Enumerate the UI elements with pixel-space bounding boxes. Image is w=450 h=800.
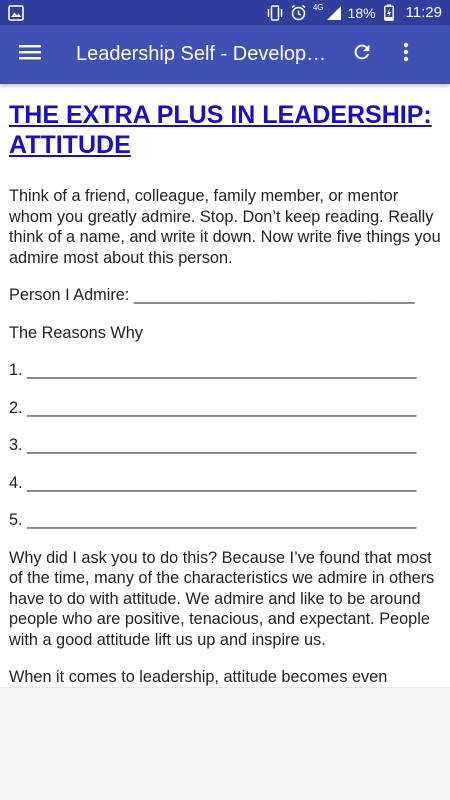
clock: 11:29 <box>405 4 442 21</box>
bottom-empty-area <box>0 687 450 800</box>
article-content <box>0 84 450 687</box>
more-vert-icon <box>403 42 409 67</box>
app-bar <box>0 25 450 84</box>
reason-line-5: 5. ___________________________________________ <box>9 511 417 529</box>
app-title: Leadership Self - Develop… <box>76 43 327 65</box>
menu-button[interactable] <box>0 25 60 84</box>
vibrate-icon <box>266 5 284 21</box>
intro-paragraph: Think of a friend, colleague, family member, or mentor whom you greatly admire. Stop. Don’t keep reading. Really think of a name, and write it down. Now write five things you admire most about this person. <box>9 187 441 267</box>
reason-line-4: 4. ___________________________________________ <box>9 473 417 492</box>
reasons-heading: The Reasons Why <box>9 323 143 342</box>
reason-line-3: 3. ___________________________________________ <box>9 436 417 454</box>
alarm-icon <box>290 4 307 21</box>
reason-line-2: 2. ___________________________________________ <box>9 398 417 417</box>
reason-line-1: 1. ___________________________________________ <box>9 361 417 379</box>
battery-charging-icon <box>384 4 394 21</box>
refresh-icon <box>351 41 373 68</box>
refresh-button[interactable] <box>340 25 384 84</box>
signal-icon <box>326 5 342 21</box>
hamburger-icon <box>19 43 41 66</box>
battery-percentage: 18% <box>347 4 376 21</box>
overflow-menu-button[interactable] <box>384 25 428 84</box>
image-notification-icon <box>8 5 24 21</box>
status-bar <box>0 0 450 25</box>
person-admire-line: Person I Admire: _______________________________ <box>9 286 415 304</box>
network-type-label: 4G <box>312 2 324 12</box>
attitude-paragraph: Why did I ask you to do this? Because I’ve found that most of the time, many of the characteristics we admire in others have to do with attitude. We admire and like to be around people who are positive, tenacious, and expectant. People with a good attitude lift us up and inspire us. <box>9 548 435 649</box>
article-heading-link[interactable]: THE EXTRA PLUS IN LEADERSHIP: ATTITUDE <box>9 101 432 159</box>
leadership-paragraph: When it comes to leadership, attitude becomes even <box>9 668 388 686</box>
